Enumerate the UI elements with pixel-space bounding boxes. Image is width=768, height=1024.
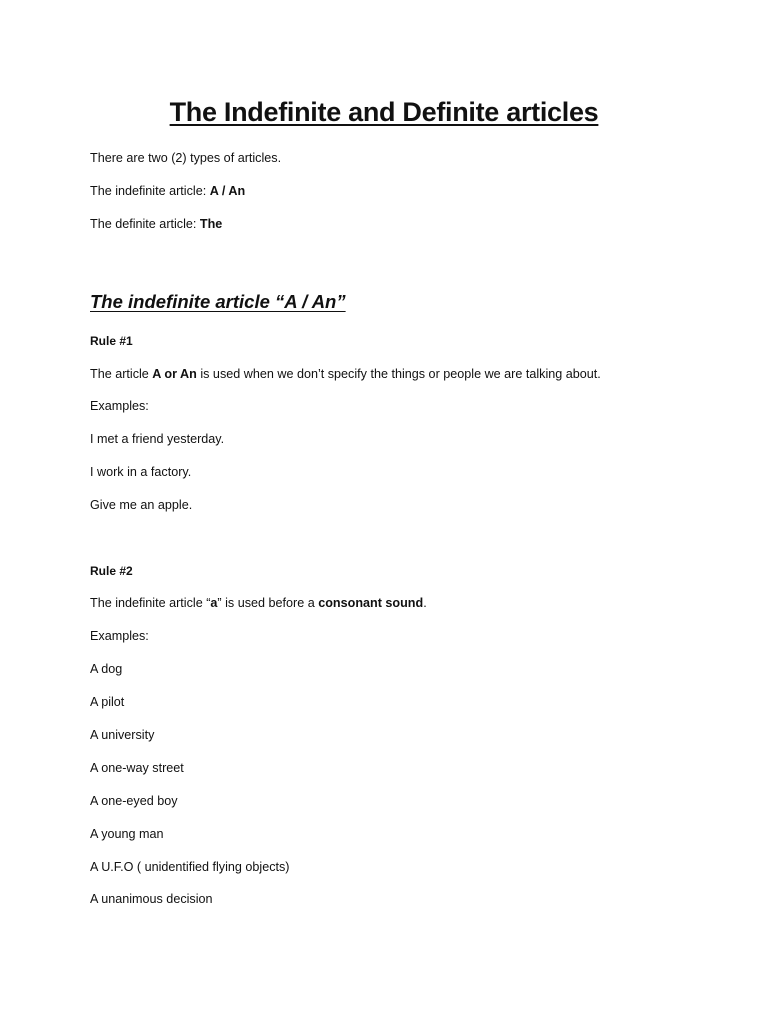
- intro-indefinite-label: The indefinite article:: [90, 184, 210, 198]
- rule2-example-item: A young man: [90, 827, 164, 841]
- intro-definite-label: The definite article:: [90, 217, 200, 231]
- rule2-text-after: .: [423, 596, 427, 610]
- rule2-example-item: A pilot: [90, 695, 125, 709]
- intro-types: There are two (2) types of articles.: [90, 151, 282, 165]
- section-title: The indefinite article “A / An”: [90, 291, 346, 312]
- page-title: The Indefinite and Definite articles: [169, 97, 599, 127]
- rule1-text: [90, 366, 601, 382]
- rule2-example-item: A dog: [90, 662, 123, 676]
- rule2-text-bold-a: a: [210, 596, 218, 610]
- rule2-text-middle: ” is used before a: [217, 596, 319, 610]
- rule1-heading: Rule #1: [90, 334, 133, 348]
- intro-definite-value: The: [199, 217, 223, 231]
- rule1-example-item: Give me an apple.: [90, 498, 193, 512]
- intro-indefinite-value: A / An: [209, 184, 246, 198]
- rule2-text: [90, 595, 427, 611]
- rule2-example-item: A one-eyed boy: [90, 794, 178, 808]
- rule2-example-item: A unanimous decision: [90, 892, 213, 906]
- intro-definite: [90, 216, 222, 232]
- rule1-text-after: is used when we don’t specify the things or people we are talking about.: [196, 367, 601, 381]
- rule1-examples-label: Examples:: [90, 399, 149, 413]
- rule2-example-item: A one-way street: [90, 761, 184, 775]
- rule2-example-item: A university: [90, 728, 155, 742]
- rule1-example-item: I met a friend yesterday.: [90, 432, 225, 446]
- rule2-example-item: A U.F.O ( unidentified flying objects): [90, 860, 290, 874]
- rule2-text-bold-b: consonant sound: [318, 596, 424, 610]
- rule1-text-before: The article: [90, 367, 153, 381]
- intro-indefinite: [90, 183, 245, 199]
- rule1-example-item: I work in a factory.: [90, 465, 192, 479]
- rule2-examples-label: Examples:: [90, 629, 149, 643]
- rule1-text-bold: A or An: [152, 367, 197, 381]
- rule2-text-before: The indefinite article “: [90, 596, 211, 610]
- rule2-heading: Rule #2: [90, 564, 133, 578]
